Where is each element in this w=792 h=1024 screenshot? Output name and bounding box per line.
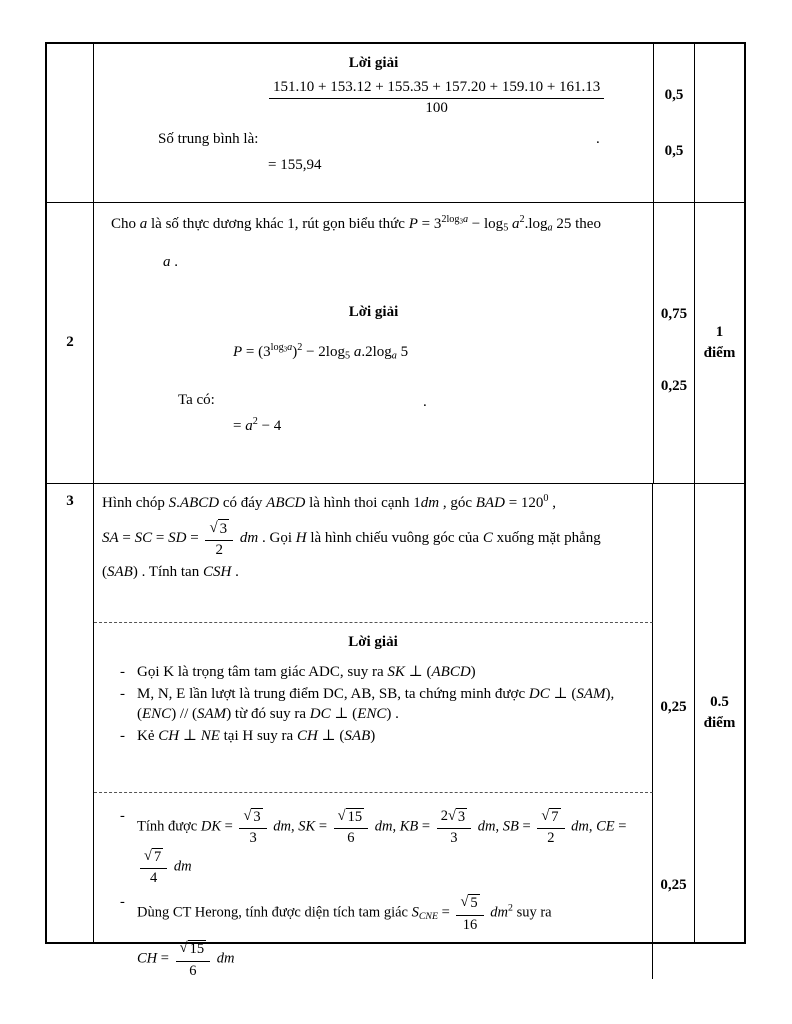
row3-solution-heading: Lời giải	[348, 634, 398, 650]
row2-solution-heading: Lời giải	[348, 304, 399, 320]
row1-solution-heading: Lời giải	[348, 55, 399, 71]
answer-key-table	[45, 42, 746, 979]
row1-points-second: 0,5	[664, 143, 684, 159]
row3-total-cell	[694, 483, 744, 942]
row2-points-cell	[653, 202, 694, 483]
row1-content-cell	[93, 44, 653, 202]
row2-points-second: 0,25	[660, 378, 688, 394]
row2-sentence-period: .	[423, 394, 427, 410]
row3-question-number: 3	[66, 493, 74, 509]
row3-problem-section	[94, 484, 653, 623]
row1-mean-label: Số trung bình là:	[158, 131, 259, 147]
bullet-dash: -	[120, 808, 125, 824]
row2-problem-line2: a .	[163, 254, 178, 270]
row3-bullet-2	[102, 685, 644, 724]
row3-total-unit: điểm	[703, 715, 736, 731]
row3-solution-bullets	[102, 663, 644, 747]
row2-total-unit: điểm	[703, 345, 736, 361]
row2-total-cell	[694, 202, 744, 483]
row3-bullet3-text: Kẻ CH ⊥ NE tại H suy ra CH ⊥ (SAB)	[137, 728, 376, 744]
bullet-dash: -	[120, 686, 125, 702]
row1-points-cell	[653, 44, 694, 202]
bullet-dash: -	[120, 894, 125, 911]
bullet-dash: -	[120, 728, 125, 744]
bullet-dash: -	[120, 663, 125, 680]
row1-mean-result: = 155,94	[268, 157, 322, 173]
row1-mean-fraction: $\frac{151.10 + 153.12 + 155.35 + 157.20 + 159.10 + 161.13}{100}$	[266, 78, 607, 118]
row3-points-second: 0,25	[660, 877, 687, 894]
row3-points-first-cell	[653, 623, 694, 793]
row3-inner-grid	[94, 484, 694, 979]
row3-problem-line1: Hình chóp S.ABCD có đáy ABCD là hình thoi cạnh 1dm , góc BAD = $120^0$ ,	[102, 492, 556, 511]
row3-question-number-cell	[47, 483, 93, 942]
row2-question-number-cell	[47, 202, 93, 483]
row2-problem-line1: Cho a là số thực dương khác 1, rút gọn biểu thức $P = 3^{2log_3a} - \log_5 a^2.\log_a$ 25 theo	[111, 213, 601, 234]
row3-calculation-section	[94, 793, 653, 979]
row3-bullet-1	[102, 663, 644, 683]
row1-points-first: 0,5	[664, 87, 684, 103]
row3-bullet1-text: Gọi K là trọng tâm tam giác ADC, suy ra SK ⊥ (ABCD)	[137, 663, 476, 680]
row3-points-first: 0,25	[660, 699, 687, 716]
row2-taco-label: Ta có:	[178, 392, 215, 408]
row3-bullet2-text: M, N, E lần lượt là trung điểm DC, AB, SB, ta chứng minh được DC ⊥ (SAM), (ENC) // (SAM) từ đó suy ra DC ⊥ (ENC) .	[137, 686, 615, 722]
row3-calc-bullet-2	[102, 893, 644, 933]
row3-calc1-text: Tính được DK = √ 3 3 dm, SK = √ 15 6 dm, KB = 2 √ 3 3 dm, SB = √ 7 2 dm, CE = √ 7 4 dm	[137, 808, 627, 887]
row3-bullet-3	[102, 727, 644, 747]
row1-total-cell	[694, 44, 744, 202]
row3-points-second-cell	[653, 793, 694, 979]
row2-points-first: 0,75	[660, 306, 688, 322]
row2-solution-result: = $a^2 - 4$	[233, 415, 282, 434]
row2-question-number: 2	[66, 334, 74, 351]
row3-calc-bullet-1	[102, 807, 644, 887]
row3-solution-section	[94, 623, 653, 793]
row3-problem-line3: (SAB) . Tính tan CSH .	[102, 563, 239, 580]
row3-body-cell	[93, 483, 694, 979]
row2-total-value: 1	[715, 324, 724, 340]
row1-sentence-period: .	[596, 131, 600, 147]
row2-content-cell	[93, 202, 653, 483]
row3-problem-line2: SA = SC = SD = √ 3 2 dm . Gọi H là hình chiếu vuông góc của C xuống mặt phẳng	[102, 519, 601, 558]
row3-total-value: 0.5	[710, 694, 729, 710]
row3-points-spacer	[653, 484, 694, 623]
row2-solution-formula: $P = (3^{log_3a})^2 - 2\log_5$ $a.2\log_a$ 5	[233, 341, 409, 362]
row1-question-number-cell	[47, 44, 93, 202]
row3-calc2-text: Dùng CT Herong, tính được diện tích tam giác $S_{CNE}$ = √ 5 16 $dm^2$ suy ra	[137, 894, 552, 933]
row3-calc3-text: CH = √ 15 6 dm	[137, 940, 235, 979]
